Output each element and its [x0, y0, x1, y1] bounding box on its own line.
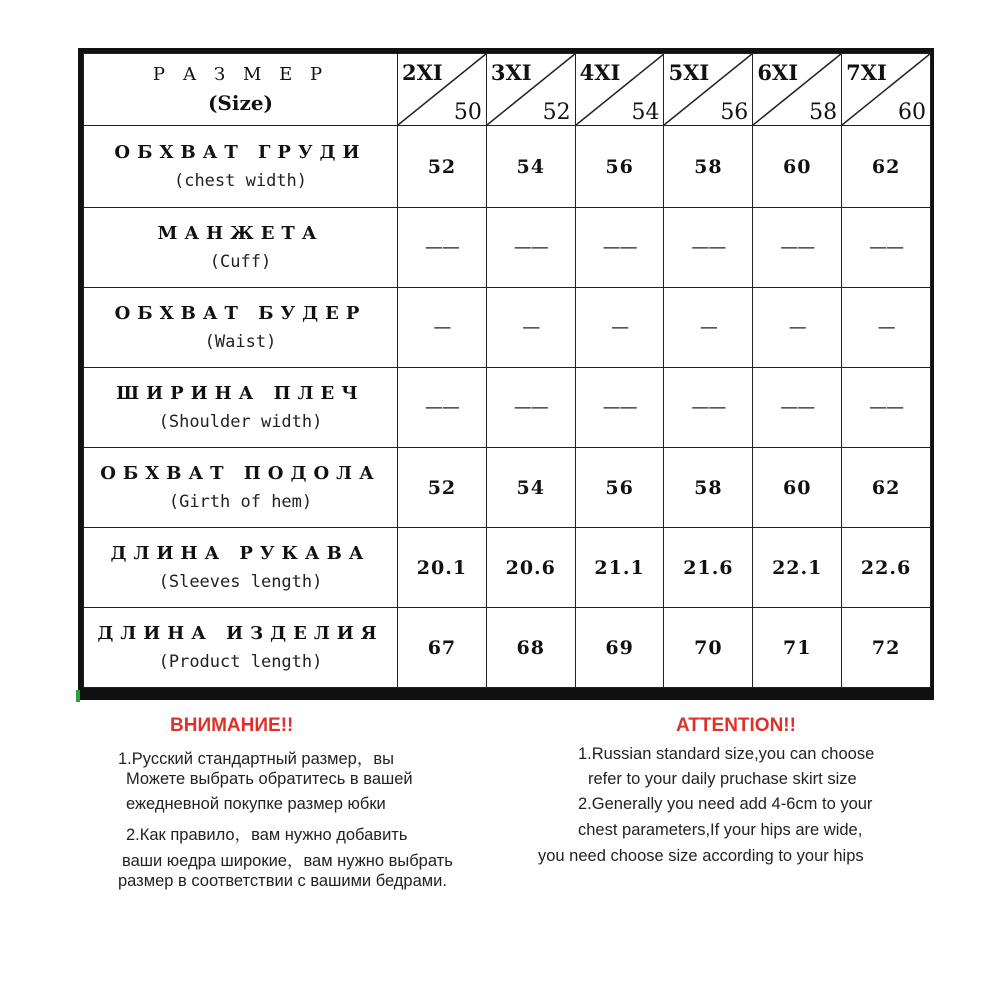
value-cell: 68 [486, 608, 575, 688]
row-label-en: (Shoulder width) [158, 412, 323, 432]
value-cell: 58 [664, 448, 753, 528]
value-cell: 62 [842, 448, 931, 528]
header-label-ru: Р А З М Е Р [152, 64, 329, 85]
table-row [84, 528, 931, 608]
size-number: 60 [898, 100, 926, 125]
value-cell: — [753, 288, 842, 368]
size-label: 6XI [757, 60, 799, 85]
value-cell: 60 [753, 448, 842, 528]
value-cell: —— [486, 368, 575, 448]
row-label-en: (Product length) [158, 652, 323, 672]
table-row [84, 288, 931, 368]
value-cell: 60 [753, 126, 842, 208]
row-label-en: (Girth of hem) [168, 492, 313, 512]
note-ru-line: ежедневной покупке размер юбки [126, 795, 386, 813]
size-label: 3XI [490, 60, 532, 85]
table-row [84, 368, 931, 448]
note-en-line: refer to your daily pruchase skirt size [588, 770, 857, 788]
note-en-line: chest parameters,If your hips are wide, [578, 821, 863, 839]
notes-section [78, 705, 934, 895]
note-ru-line: Можете выбрать обратитесь в вашей [126, 770, 413, 788]
value-cell: — [664, 288, 753, 368]
note-en-line: 1.Russian standard size,you can choose [578, 745, 875, 763]
note-en-line: you need choose size according to your hips [538, 847, 864, 865]
value-cell: 58 [664, 126, 753, 208]
size-header-cell [842, 54, 931, 126]
table-row [84, 608, 931, 688]
row-label-cell [84, 448, 398, 528]
row-label-ru: ШИРИНА ПЛЕЧ [116, 383, 365, 404]
value-cell: —— [486, 208, 575, 288]
note-ru-line: размер в соответствии с вашими бедрами. [118, 872, 447, 890]
size-header-cell [486, 54, 575, 126]
value-cell: —— [664, 208, 753, 288]
size-number: 54 [631, 100, 660, 125]
row-label-ru: ДЛИНА ИЗДЕЛИЯ [97, 623, 384, 644]
value-cell: 21.1 [575, 528, 664, 608]
corner-mark [76, 690, 80, 702]
note-ru-line: 1.Русский стандартный размер，вы [118, 750, 394, 768]
value-cell: 70 [664, 608, 753, 688]
value-cell: — [486, 288, 575, 368]
note-en-line: 2.Generally you need add 4-6cm to your [578, 795, 873, 813]
value-cell: 54 [486, 448, 575, 528]
value-cell: 21.6 [664, 528, 753, 608]
row-label-cell [84, 208, 398, 288]
value-cell: 56 [575, 448, 664, 528]
value-cell: —— [753, 208, 842, 288]
value-cell: 20.6 [486, 528, 575, 608]
row-label-en: (Cuff) [209, 252, 272, 272]
row-label-cell [84, 368, 398, 448]
value-cell: — [842, 288, 931, 368]
value-cell: 52 [398, 448, 487, 528]
value-cell: —— [398, 208, 487, 288]
row-label-en: (Sleeves length) [158, 572, 323, 592]
value-cell: —— [842, 208, 931, 288]
size-header-cell [575, 54, 664, 126]
value-cell: 22.6 [842, 528, 931, 608]
row-label-ru: МАНЖЕТА [157, 223, 324, 244]
size-label: 4XI [579, 60, 621, 85]
row-label-cell [84, 528, 398, 608]
value-cell: —— [575, 208, 664, 288]
value-cell: — [398, 288, 487, 368]
value-cell: —— [664, 368, 753, 448]
value-cell: 22.1 [753, 528, 842, 608]
value-cell: 62 [842, 126, 931, 208]
size-chart-table [83, 53, 931, 688]
value-cell: 56 [575, 126, 664, 208]
size-label: 5XI [668, 60, 710, 85]
attention-title-ru: ВНИМАНИЕ!! [170, 715, 294, 736]
row-label-cell [84, 608, 398, 688]
row-label-ru: ДЛИНА РУКАВА [110, 543, 371, 564]
note-ru-line: ваши юедра широкие，вам нужно выбрать [122, 852, 453, 870]
table-row [84, 448, 931, 528]
size-label: 2XI [402, 60, 443, 85]
value-cell: —— [842, 368, 931, 448]
value-cell: —— [753, 368, 842, 448]
value-cell: 69 [575, 608, 664, 688]
size-number: 52 [542, 100, 571, 125]
table-row [84, 126, 931, 208]
value-cell: 54 [486, 126, 575, 208]
header-row [84, 54, 931, 126]
row-label-cell [84, 126, 398, 208]
row-label-ru: ОБХВАТ ПОДОЛА [100, 463, 381, 484]
size-header-cell [398, 54, 487, 126]
note-ru-line: 2.Как правило，вам нужно добавить [126, 826, 408, 844]
row-label-cell [84, 288, 398, 368]
value-cell: —— [575, 368, 664, 448]
value-cell: —— [398, 368, 487, 448]
row-label-ru: ОБХВАТ ГРУДИ [114, 142, 367, 163]
size-number: 58 [809, 100, 838, 125]
row-label-en: (Waist) [204, 332, 277, 352]
size-number: 50 [453, 100, 482, 125]
value-cell: 71 [753, 608, 842, 688]
row-label-en: (chest width) [173, 171, 308, 191]
value-cell: 20.1 [398, 528, 487, 608]
attention-title-en: ATTENTION!! [676, 715, 796, 736]
table-row [84, 208, 931, 288]
size-number: 56 [720, 100, 749, 125]
header-label-en: (Size) [207, 91, 274, 115]
size-label: 7XI [846, 60, 887, 85]
value-cell: 67 [398, 608, 487, 688]
size-header-cell [664, 54, 753, 126]
value-cell: — [575, 288, 664, 368]
value-cell: 72 [842, 608, 931, 688]
header-label-cell [84, 54, 398, 126]
value-cell: 52 [398, 126, 487, 208]
row-label-ru: ОБХВАТ БУДЕР [114, 303, 367, 324]
size-header-cell [753, 54, 842, 126]
